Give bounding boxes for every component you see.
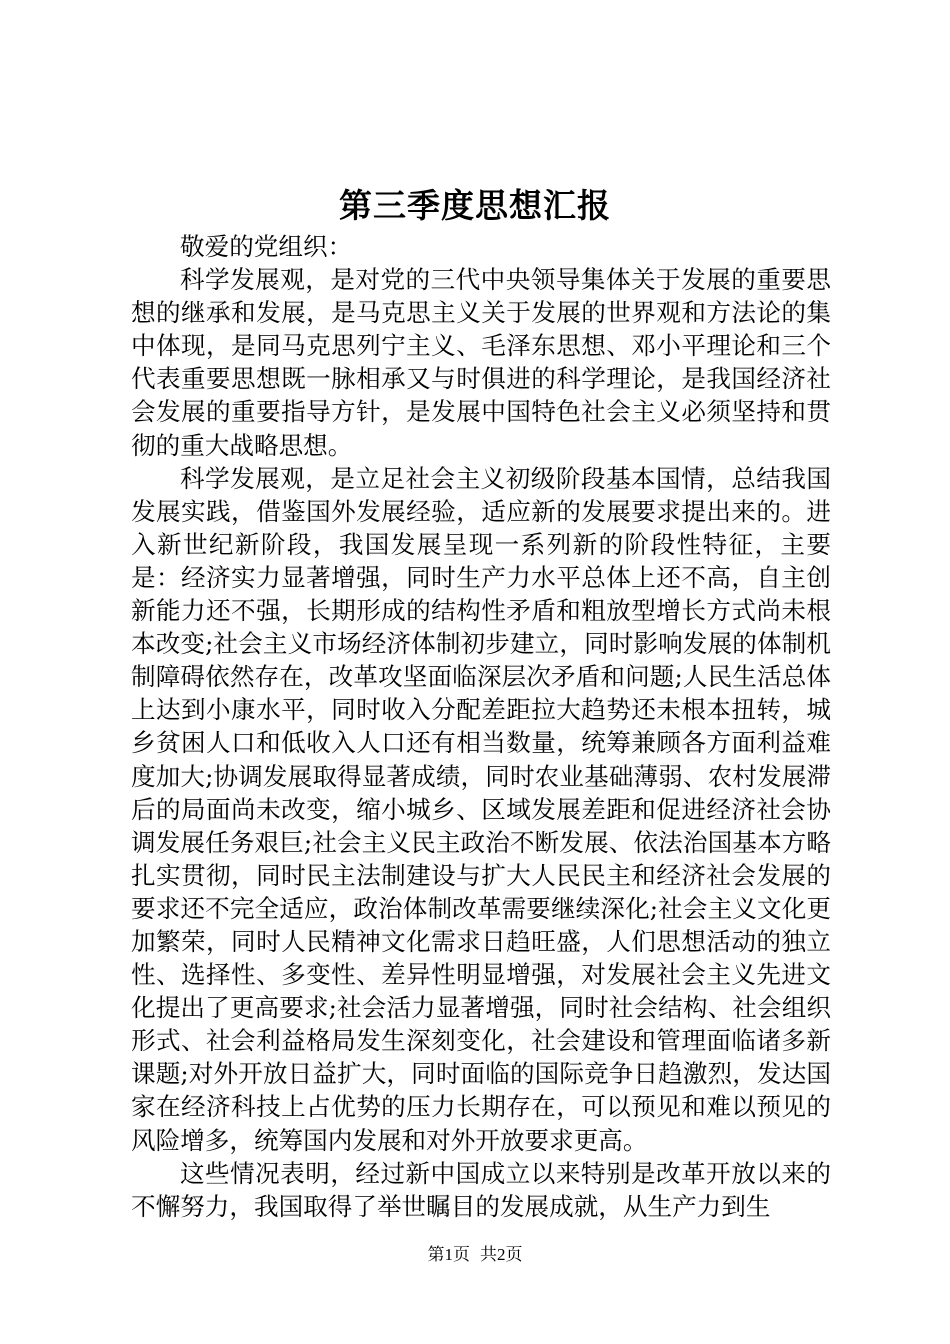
page-number: 第1页: [427, 1245, 470, 1264]
paragraph-3: 这些情况表明，经过新中国成立以来特别是改革开放以来的不懈努力，我国取得了举世瞩目的发展成就，从生产力到生: [131, 1158, 831, 1221]
salutation: 敬爱的党组织：: [180, 232, 353, 261]
paragraph-1: 科学发展观，是对党的三代中央领导集体关于发展的重要思想的继承和发展，是马克思主义关于发展的世界观和方法论的集中体现，是同马克思列宁主义、毛泽东思想、邓小平理论和三个代表重要思想既一脉相承又与时俱进的科学理论，是我国经济社会发展的重要指导方针，是发展中国特色社会主义必须坚持和贯彻的重大战略思想。: [131, 265, 831, 460]
document-body: [131, 230, 831, 1223]
page-footer: [0, 1244, 950, 1266]
paragraph-2: 科学发展观，是立足社会主义初级阶段基本国情，总结我国发展实践，借鉴国外发展经验，适应新的发展要求提出来的。进入新世纪新阶段，我国发展呈现一系列新的阶段性特征，主要是：经济实力显著增强，同时生产力水平总体上还不高，自主创新能力还不强，长期形成的结构性矛盾和粗放型增长方式尚未根本改变;社会主义市场经济体制初步建立，同时影响发展的体制机制障碍依然存在，改革攻坚面临深层次矛盾和问题;人民生活总体上达到小康水平，同时收入分配差距拉大趋势还未根本扭转，城乡贫困人口和低收入人口还有相当数量，统筹兼顾各方面利益难度加大;协调发展取得显著成绩，同时农业基础薄弱、农村发展滞后的局面尚未改变，缩小城乡、区域发展差距和促进经济社会协调发展任务艰巨;社会主义民主政治不断发展、依法治国基本方略扎实贯彻，同时民主法制建设与扩大人民民主和经济社会发展的要求还不完全适应，政治体制改革需要继续深化;社会主义文化更加繁荣，同时人民精神文化需求日趋旺盛，人们思想活动的独立性、选择性、多变性、差异性明显增强，对发展社会主义先进文化提出了更高要求;社会活力显著增强，同时社会结构、社会组织形式、社会利益格局发生深刻变化，社会建设和管理面临诸多新课题;对外开放日益扩大，同时面临的国际竞争日趋激烈，发达国家在经济科技上占优势的压力长期存在，可以预见和难以预见的风险增多，统筹国内发展和对外开放要求更高。: [131, 463, 831, 1155]
document-title: 第三季度思想汇报: [339, 186, 611, 225]
page-total: 共2页: [480, 1245, 523, 1264]
